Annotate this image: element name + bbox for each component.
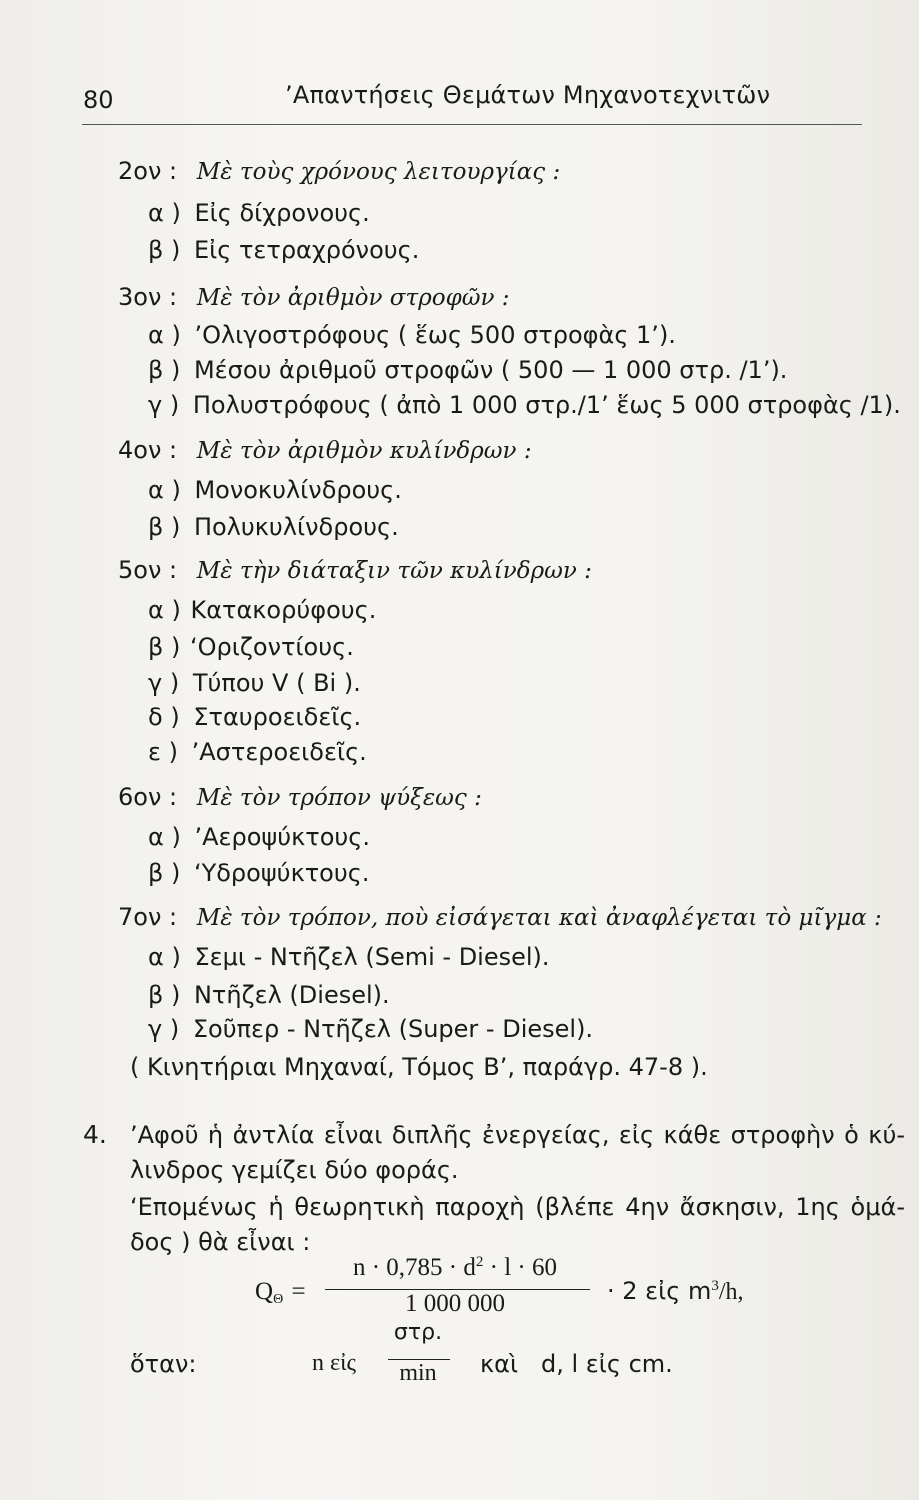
item-marker: ε ) [148, 738, 178, 766]
formula-denominator: 1 000 000 [405, 1290, 505, 1317]
item-text: Τύπου V ( Bi ). [192, 669, 361, 697]
list-item [148, 355, 787, 385]
item-text: Μέσου ἀριθμοῦ στροφῶν ( 500 — 1 000 στρ. /1’). [193, 356, 788, 384]
list-item [148, 1014, 593, 1044]
list-item [148, 198, 370, 228]
item-text: Σοῦπερ - Ντῆζελ (Super - Diesel). [192, 1015, 594, 1043]
item-marker: β ) [148, 236, 181, 264]
item-text: Πολυκυλίνδρους. [193, 513, 399, 541]
item-text: Ντῆζελ (Diesel). [193, 981, 390, 1009]
formula-equals: = [291, 1278, 306, 1305]
running-title: ’Απαντήσεις Θεμάτων Μηχανοτεχνιτῶν [285, 81, 771, 109]
numerator-rest: · l · 60 [483, 1254, 557, 1281]
section-title: Μὲ τὸν ἀριθμὸν στροφῶν : [196, 285, 510, 311]
list-item [148, 320, 676, 350]
list-item [148, 668, 361, 698]
section-label: 4ον : [118, 436, 178, 464]
numerator-text: n · 0,785 · d [352, 1254, 476, 1281]
item-text: Εἰς δίχρονους. [194, 199, 370, 227]
where-rest: καὶ d, l εἰς cm. [480, 1350, 673, 1378]
item-marker: γ ) [148, 391, 180, 419]
problem-number: 4. [83, 1120, 107, 1149]
item-text: ‘Οριζοντίους. [189, 633, 354, 661]
where-fraction-numerator: στρ. [393, 1320, 443, 1345]
item-marker: α ) [148, 943, 181, 971]
formula-tail-unit: /h, [718, 1279, 744, 1305]
section-title: Μὲ τὴν διάταξιν τῶν κυλίνδρων : [196, 558, 592, 584]
where-label: ὅταν: [130, 1350, 197, 1378]
section-2-heading [118, 156, 560, 187]
item-text: ’Ολιγοστρόφους ( ἕως 500 στροφὰς 1’). [194, 321, 676, 349]
item-marker: γ ) [148, 669, 180, 697]
section-label: 3ον : [118, 283, 178, 311]
where-fraction-denominator: min [399, 1360, 437, 1386]
item-text: Μονοκυλίνδρους. [194, 476, 402, 504]
item-marker: γ ) [148, 1015, 180, 1043]
list-item [148, 632, 354, 662]
section-label: 6ον : [118, 783, 178, 811]
list-item [148, 942, 550, 972]
section-label: 2ον : [118, 157, 178, 185]
list-item [148, 475, 402, 505]
item-marker: α ) [148, 596, 181, 624]
list-item [148, 858, 369, 888]
section-title: Μὲ τὸν τρόπον, ποὺ εἰσάγεται καὶ ἀναφλέγεται τὸ μῖγμα : [196, 905, 882, 931]
where-n-in: n εἰς [312, 1350, 357, 1376]
reference-note: ( Κινητήριαι Μηχαναί, Τόμος Β’, παράγρ. 47-8 ). [130, 1053, 708, 1081]
item-marker: δ ) [148, 703, 180, 731]
item-text: ‘Υδροψύκτους. [193, 859, 370, 887]
formula-numerator [320, 1254, 590, 1282]
list-item [148, 822, 370, 852]
section-label: 5ον : [118, 556, 178, 584]
header-rule [82, 124, 862, 125]
item-marker: β ) [148, 633, 181, 661]
item-marker: β ) [148, 981, 181, 1009]
list-item [148, 390, 901, 420]
item-text: Εἰς τετραχρόνους. [193, 236, 420, 264]
item-marker: α ) [148, 321, 181, 349]
item-marker: β ) [148, 356, 181, 384]
section-7-heading [118, 902, 882, 933]
item-text: Κατακορύφους. [190, 596, 377, 624]
item-marker: α ) [148, 823, 181, 851]
section-title: Μὲ τοὺς χρόνους λειτουργίας : [196, 159, 561, 185]
section-label: 7ον : [118, 903, 178, 931]
problem-text-line: ‘Επομένως ἡ θεωρητικὴ παροχὴ (βλέπε 4ην ἄσκησιν, 1ης ὁμά- [130, 1193, 905, 1221]
item-marker: α ) [148, 199, 181, 227]
list-item [148, 235, 419, 265]
list-item [148, 702, 361, 732]
formula-tail-exponent: 3 [711, 1278, 719, 1294]
formula-symbol: Q [255, 1278, 274, 1305]
item-text: Πολυστρόφους ( ἀπὸ 1 000 στρ./1’ ἕως 5 000 στροφὰς /1). [192, 391, 901, 419]
page-number: 80 [83, 86, 114, 114]
item-marker: β ) [148, 513, 181, 541]
problem-text-line: δος ) θὰ εἶναι : [130, 1228, 311, 1256]
formula-lhs [255, 1278, 306, 1306]
section-5-heading [118, 555, 592, 586]
list-item [148, 737, 367, 767]
problem-text-line: ’Αφοῦ ἡ ἀντλία εἶναι διπλῆς ἐνεργείας, εἰς κάθε στροφὴν ὁ κύ- [130, 1121, 905, 1149]
list-item [148, 512, 399, 542]
section-4-heading [118, 435, 532, 466]
section-3-heading [118, 282, 510, 313]
formula-tail [607, 1277, 744, 1306]
item-marker: α ) [148, 476, 181, 504]
formula-tail-text: · 2 εἰς m [607, 1277, 712, 1305]
item-text: ’Αστεροειδεῖς. [191, 738, 367, 766]
section-title: Μὲ τὸν τρόπον ψύξεως : [196, 785, 482, 811]
item-marker: β ) [148, 859, 181, 887]
list-item [148, 595, 376, 625]
problem-text-line: λινδρος γεμίζει δύο φοράς. [130, 1156, 459, 1184]
section-6-heading [118, 782, 482, 813]
list-item [148, 980, 390, 1010]
formula-subscript: Θ [273, 1292, 284, 1307]
section-title: Μὲ τὸν ἀριθμὸν κυλίνδρων : [196, 438, 532, 464]
item-text: Σταυροειδεῖς. [193, 703, 362, 731]
numerator-exponent: 2 [475, 1254, 484, 1270]
item-text: ’Αεροψύκτους. [194, 823, 370, 851]
item-text: Σεμι - Ντῆζελ (Semi - Diesel). [194, 943, 550, 971]
